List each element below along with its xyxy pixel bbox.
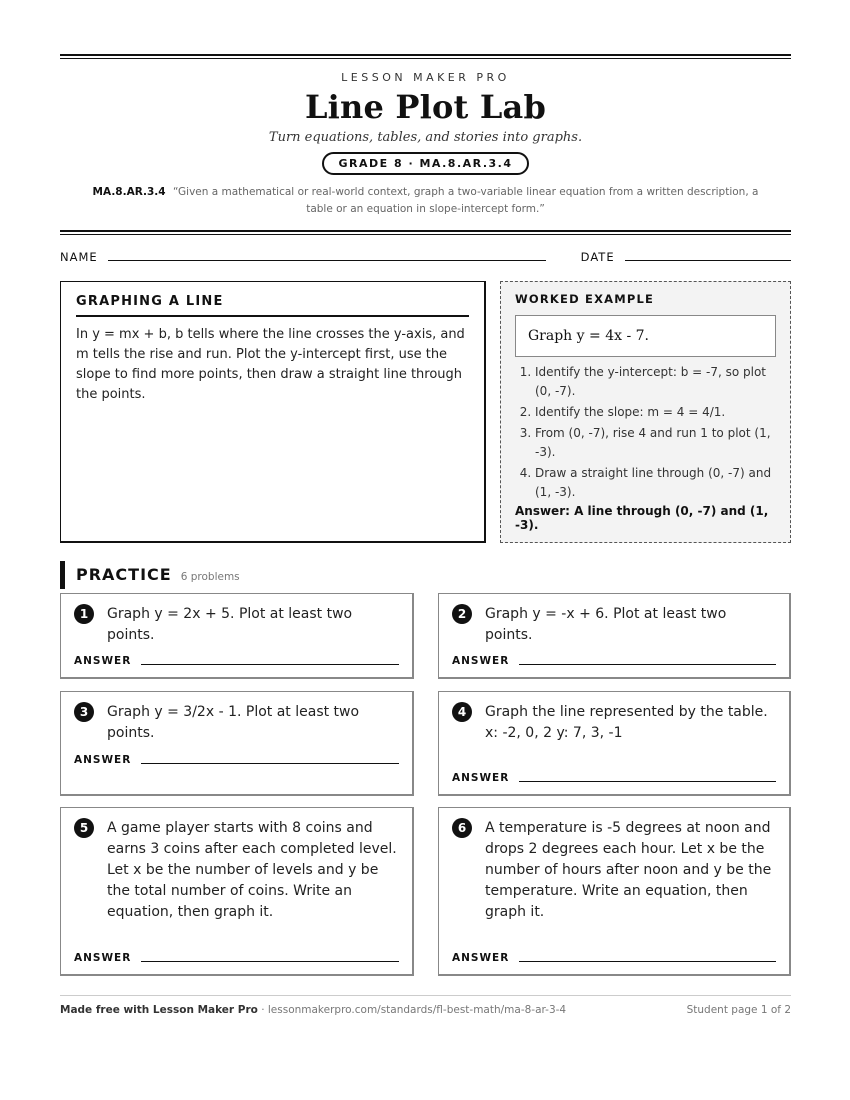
answer-row bbox=[452, 655, 776, 667]
problem-card-6 bbox=[438, 807, 791, 976]
name-field[interactable] bbox=[108, 260, 546, 261]
answer-row bbox=[74, 754, 399, 766]
problem-card-1 bbox=[60, 593, 414, 679]
answer-row bbox=[74, 952, 399, 964]
answer-label: ANSWER bbox=[74, 952, 132, 964]
standard-text: “Given a mathematical or real-world context, graph a two-variable linear equation from a written description, a table or an equation in slope-intercept form.” bbox=[172, 186, 759, 215]
answer-row bbox=[452, 772, 776, 784]
concept-body: In y = mx + b, b tells where the line crosses the y-axis, and m tells the rise and run. Plot the y-intercept first, use the slope to find more points, then draw a straight line through the points. bbox=[76, 327, 465, 402]
problem-number: 1 bbox=[74, 604, 94, 624]
header-top-rule bbox=[60, 54, 791, 59]
date-label: DATE bbox=[580, 250, 615, 264]
problem-number: 5 bbox=[74, 818, 94, 838]
worksheet-page bbox=[60, 54, 791, 589]
answer-row bbox=[74, 655, 399, 667]
answer-label: ANSWER bbox=[452, 655, 510, 667]
worked-step: 4. Draw a straight line through (0, -7) and (1, -3). bbox=[535, 464, 776, 502]
name-label: NAME bbox=[60, 250, 98, 264]
problem-text: A game player starts with 8 coins and earns 3 coins after each completed level. Let x be the number of levels and y be the total number of coins. Write an equation, then graph it. bbox=[107, 820, 397, 920]
worked-example-steps bbox=[515, 363, 776, 502]
problem-text: A temperature is -5 degrees at noon and drops 2 degrees each hour. Let x be the number of hours after noon and y be the temperature. Write an equation, then graph it. bbox=[485, 820, 772, 920]
answer-field[interactable] bbox=[519, 781, 776, 782]
problem-text: Graph y = 3/2x - 1. Plot at least two points. bbox=[107, 704, 360, 741]
problem-card-3 bbox=[60, 691, 414, 796]
date-field[interactable] bbox=[625, 260, 791, 261]
problem-number: 3 bbox=[74, 702, 94, 722]
problem-number: 6 bbox=[452, 818, 472, 838]
answer-field[interactable] bbox=[519, 961, 776, 962]
problem-number: 4 bbox=[452, 702, 472, 722]
page-subtitle: Turn equations, tables, and stories into graphs. bbox=[268, 130, 583, 145]
page-title: Line Plot Lab bbox=[304, 88, 547, 126]
grade-badge: GRADE 8 · MA.8.AR.3.4 bbox=[322, 152, 528, 175]
concept-row bbox=[60, 281, 791, 543]
answer-field[interactable] bbox=[141, 664, 399, 665]
answer-label: ANSWER bbox=[74, 754, 132, 766]
problem-card-5 bbox=[60, 807, 414, 976]
worked-example-prompt: Graph y = 4x - 7. bbox=[515, 315, 776, 357]
answer-field[interactable] bbox=[519, 664, 776, 665]
worked-step: 1. Identify the y-intercept: b = -7, so plot (0, -7). bbox=[535, 363, 776, 401]
worked-example-answer: Answer: A line through (0, -7) and (1, -3). bbox=[515, 504, 769, 532]
footer-credit bbox=[60, 1004, 566, 1016]
problem-text: Graph y = -x + 6. Plot at least two points. bbox=[485, 606, 727, 643]
answer-row bbox=[452, 952, 776, 964]
answer-field[interactable] bbox=[141, 961, 399, 962]
footer-page-number: Student page 1 of 2 bbox=[686, 1004, 791, 1016]
problem-text: Graph the line represented by the table. x: -2, 0, 2 y: 7, 3, -1 bbox=[485, 704, 768, 741]
answer-label: ANSWER bbox=[74, 655, 132, 667]
worked-example-box bbox=[500, 281, 791, 543]
practice-header bbox=[60, 561, 791, 589]
name-date-row bbox=[60, 250, 791, 264]
concept-box bbox=[60, 281, 486, 543]
footer-url[interactable]: · lessonmakerpro.com/standards/fl-best-math/ma-8-ar-3-4 bbox=[257, 1004, 567, 1016]
problem-number: 2 bbox=[452, 604, 472, 624]
worked-example-title: WORKED EXAMPLE bbox=[515, 292, 655, 306]
problem-text: Graph y = 2x + 5. Plot at least two points. bbox=[107, 606, 353, 643]
footer-made-with: Made free with Lesson Maker Pro bbox=[60, 1004, 258, 1016]
header-bottom-rule bbox=[60, 230, 791, 235]
brand-name: LESSON MAKER PRO bbox=[341, 71, 510, 84]
worked-step: 2. Identify the slope: m = 4 = 4/1. bbox=[535, 403, 776, 422]
concept-title: GRAPHING A LINE bbox=[76, 294, 469, 317]
practice-count: 6 problems bbox=[180, 571, 240, 583]
standard-description bbox=[80, 184, 771, 218]
standard-code: MA.8.AR.3.4 bbox=[92, 186, 166, 198]
problem-card-4 bbox=[438, 691, 791, 796]
worked-step: 3. From (0, -7), rise 4 and run 1 to plot (1, -3). bbox=[535, 424, 776, 462]
practice-title: PRACTICE bbox=[76, 565, 172, 584]
answer-field[interactable] bbox=[141, 763, 399, 764]
problem-card-2 bbox=[438, 593, 791, 679]
answer-label: ANSWER bbox=[452, 772, 510, 784]
answer-label: ANSWER bbox=[452, 952, 510, 964]
page-footer bbox=[60, 995, 791, 1016]
